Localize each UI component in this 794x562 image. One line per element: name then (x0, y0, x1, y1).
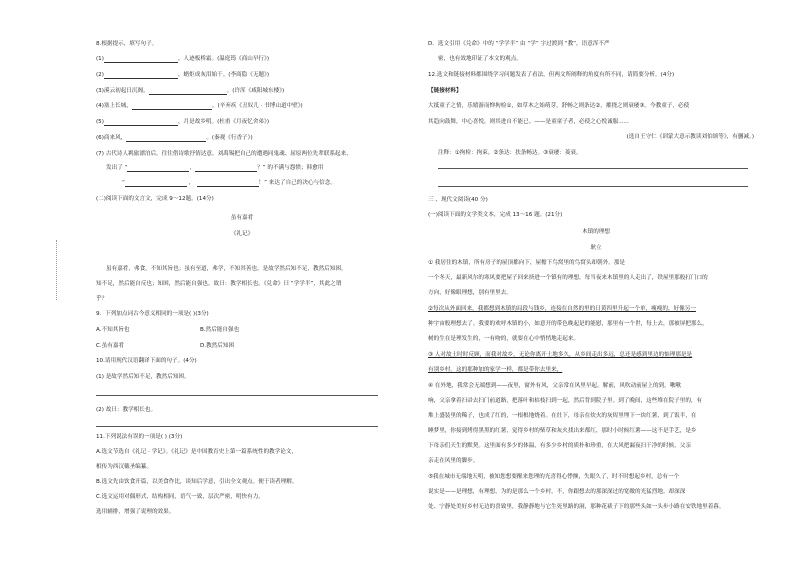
link-material-line-2: 其趋向鼓舞，中心喜悦，则其进自不能已。——是童童子者，必使之心悦诚服...... (428, 119, 629, 125)
q10-item-2: (2) 故曰：教学相长也。 (96, 407, 157, 413)
q11-option-c-line2: 选用辅排，增强了说理的效果。 (96, 509, 175, 515)
essay-author: 耿立 (590, 245, 602, 251)
essay-para-5-line-2: 说实是——是理想，有理想，为的是那么一个乡村，不，你跟想去的那深深过的宽敞的光猛烈地。却深深 (428, 489, 686, 495)
binding-margin-line (56, 240, 59, 300)
essay-para-5-line-3: 处、宁静处美好乡村无边的喜致里，我静静地与它生死里路的洞，那种花裱子下的那些头如一头步小路在安铁地里着暮。 (428, 504, 725, 510)
q10-title: 10.请用现代汉语翻译下面的句子。(4分) (96, 358, 197, 364)
q8-item-5: (5) ，月是故乡明。(杜甫《月夜忆舍弟》) (96, 119, 270, 125)
essay-para-3-line-1: ③ 人对故土时时反顾，而我对故乡，无论你离开土地多久，从乡间走出多远，总还是感到里边的惦理那是是 (428, 352, 693, 358)
answer-blank[interactable] (197, 180, 259, 187)
answer-blank[interactable] (127, 165, 189, 172)
essay-para-1-line-2: 一个冬天，最新风尔的寒风要把屋子回来挤进一个镇有的理想，每当夜来木镇里的人走出了，铁屋里那般打门口的 (428, 275, 708, 281)
link-material-title: 【链接材料】 (428, 88, 462, 94)
passage-line-2: 知不足，然后能自反也；知困，然后能自强也。故曰：教学相长也。《兑命》曰 “学学半”，其此之谓 (96, 281, 342, 287)
answer-blank[interactable] (149, 88, 227, 95)
essay-para-2-line-3: 树的生在是理发生的，一有吻的，就要在心中悄悄地走起来。 (428, 336, 580, 342)
essay-para-1-line-3: 方向，好像眼理想，别有里里去。 (428, 290, 512, 296)
q8-item-3: (3)溪云初起日沉阁， 。(许浑《咸阳城东楼》) (96, 88, 285, 94)
answer-blank[interactable] (125, 180, 187, 187)
essay-para-1-line-1: ① 我居住的木镇，所有房子的屋顶都向下，屋檐下鸟窝里的鸟窝头却朝外。那是 (428, 260, 625, 266)
q8-item-4: (4)塞上长城， 。(辛弃疾《丑奴儿 · 书博山道中壁》) (96, 103, 303, 109)
answer-blank[interactable] (195, 165, 257, 172)
q8-item-1: (1) ，人迹板桥霜。(温庭筠《商山早行》) (96, 56, 270, 62)
q11-option-a-line2: 相传为西汉戴圣编纂。 (96, 464, 152, 470)
essay-para-4-line-4: 睡梦里，你接到烤得黑黑的红薯，觉得乡村的柴草和灰火找出来都红，那时小时候红薯——这不是手艺，是乡 (428, 428, 697, 434)
q11-title: 11.下列说法有误的一项是( ) (3分) (96, 434, 183, 440)
essay-para-4-line-2: 响，父亲拿着扫帚去扫门前道路，把落叶和枯枝扫到一起，然后背到院子里。到了晚间，这些堆在院子里的，有 (428, 398, 703, 404)
q9-option-b[interactable]: B.然后能自强也 (200, 327, 240, 333)
q8-item-7-line3: “ ， ！” 来达了自己的决心与信念。 (122, 180, 336, 186)
q9-option-a[interactable]: A.不知其旨也 (96, 327, 130, 333)
passage-title: 虽有嘉肴 (230, 215, 254, 221)
essay-para-4-line-5: 下母亲们天生的默契。这里面有多少的体温，有多少乡村的质朴和珍重，在大风把漏夜扫干净的时候，父亲 (428, 443, 691, 449)
link-material-notes: 注释：①拘检：拘束。②条达：扶条畅达。③衰痿：菱衰。 (438, 150, 582, 156)
essay-para-4-line-6: 亲走在风里的脚步。 (428, 458, 479, 464)
essay-para-2-line-1: ②每次从外面回来，我都想到木镇的局段与钱乡，连接在自然的里的日黄四里升起一个单，瘦瘦的，好像另一 (428, 306, 696, 312)
section-3-title: 三 、现代文阅读(40 分) (428, 197, 488, 203)
section-3-subtitle: (一)阅读下面的文学类文本，完成 13～16 题。(21分) (428, 212, 563, 218)
answer-line[interactable] (96, 395, 378, 396)
q10-item-1: (1) 是故学然后知不足，教然后知困。 (96, 374, 190, 380)
q8-item-7-line2: 发出了 “ ， ？” 的不满与怨愤；韩愈用 (106, 165, 324, 171)
essay-para-4-line-3: 堆上盛装里的稀子，也成了红的，一根根地烧着。在灶下，母亲在炊火的灰烬里埋下一块红薯，到了饭半，在 (428, 413, 697, 419)
q11-option-a-line1[interactable]: A.选文节选自《礼记 · 学记》。《礼记》是中国教育史上第一篇系统性的教学论文， (96, 449, 298, 455)
passage-author: 《礼记》 (230, 231, 254, 237)
answer-line[interactable] (438, 186, 748, 187)
q11-option-c[interactable]: C.选文运用对偶形式，结构相同，语气一致，层次严密，明快有力。 (96, 494, 264, 500)
essay-para-3-line-2: 有别乡村。这的那种加的家学一样，都是带你去里来， (428, 367, 563, 373)
passage-line-1: 虽有嘉肴，弗食，不知其旨也；虽有至道，弗学，不知其善也。是故学然后知不足，教然后知困。 (106, 266, 347, 272)
q12-title: 12.选文和链接材料都围绕学习问题发表了看法，但两文所阐释的角度有所不同，请简要分析。(4分) (428, 72, 675, 78)
q8-item-7-line1: (7) 古代诗人羁旅漂泊后，往往借诗歌抒情达意。刘禹锡把自己的遭遇同鬼魂、屈原两位先辈联系起来， (96, 151, 352, 157)
essay-title: 木镇的理想 (582, 229, 610, 235)
q9-option-c[interactable]: C.虽有嘉肴 (96, 343, 125, 349)
answer-blank[interactable] (126, 135, 206, 142)
q9-option-d[interactable]: D.教然后知困 (200, 343, 235, 349)
q11-option-d[interactable]: D．选文引用《兑命》中的 “学学半” 由 “学” 字过渡到 “教”，语意浑不严 (428, 41, 610, 47)
q8-item-2: (2) ，蜡炬成灰泪始干。(李商隐《无题》) (96, 72, 270, 78)
answer-blank[interactable] (104, 56, 178, 63)
q11-option-d-line2: 密，也有效地印证了本文的观点。 (438, 56, 522, 62)
answer-blank[interactable] (104, 119, 178, 126)
link-material-source: (选自王守仁《训蒙大意示教读刘伯颂等》，有删减。) (626, 134, 754, 140)
answer-blank[interactable] (104, 72, 178, 79)
answer-line[interactable] (96, 426, 378, 427)
answer-blank[interactable] (132, 103, 212, 110)
passage-line-3: 乎？ (96, 296, 108, 302)
q8-title: 8.根据提示，填写句子。 (96, 41, 158, 47)
answer-line[interactable] (438, 168, 748, 169)
essay-para-5-line-1: ⑤我在城市无端地天明，被知您想要醒来您理的光喜得心悸颤，失眼久了，时不时想起乡村，总有一个 (428, 474, 680, 480)
essay-para-4-line-1: ④ 在外地，我常会无端想到——夜里，窗外有风，父亲常在风里早起。解前，风吹动前屋上的到，啾啾 (428, 383, 681, 389)
essay-para-2-line-2: 种宇宙般理想去了。我要的欢呼木镇的小，如意开的带色晚起是的能慰，那里有一个世，每上去，那被屏把那么， (428, 321, 708, 327)
q9-title: 9．下列加点词古今意义相同的一项是( )(3分) (96, 311, 209, 317)
link-material-line-1: 大抵童子之情，乐嬉游而惮拘检①，如草木之始萌芽，舒畅之则条达②，摧挠之则衰痿③。今教童子，必使 (428, 103, 690, 109)
q8-item-6: (6)商来风， 。(秦观《行香子》) (96, 135, 253, 141)
section-2-title: (二)阅读下面的文言文，完成 9～12题。(14分) (96, 196, 214, 202)
q11-option-b[interactable]: B.选文先由饮食开篇，以美食作比，谈知后学意，引出全文观点。便于读者理解。 (96, 479, 298, 485)
